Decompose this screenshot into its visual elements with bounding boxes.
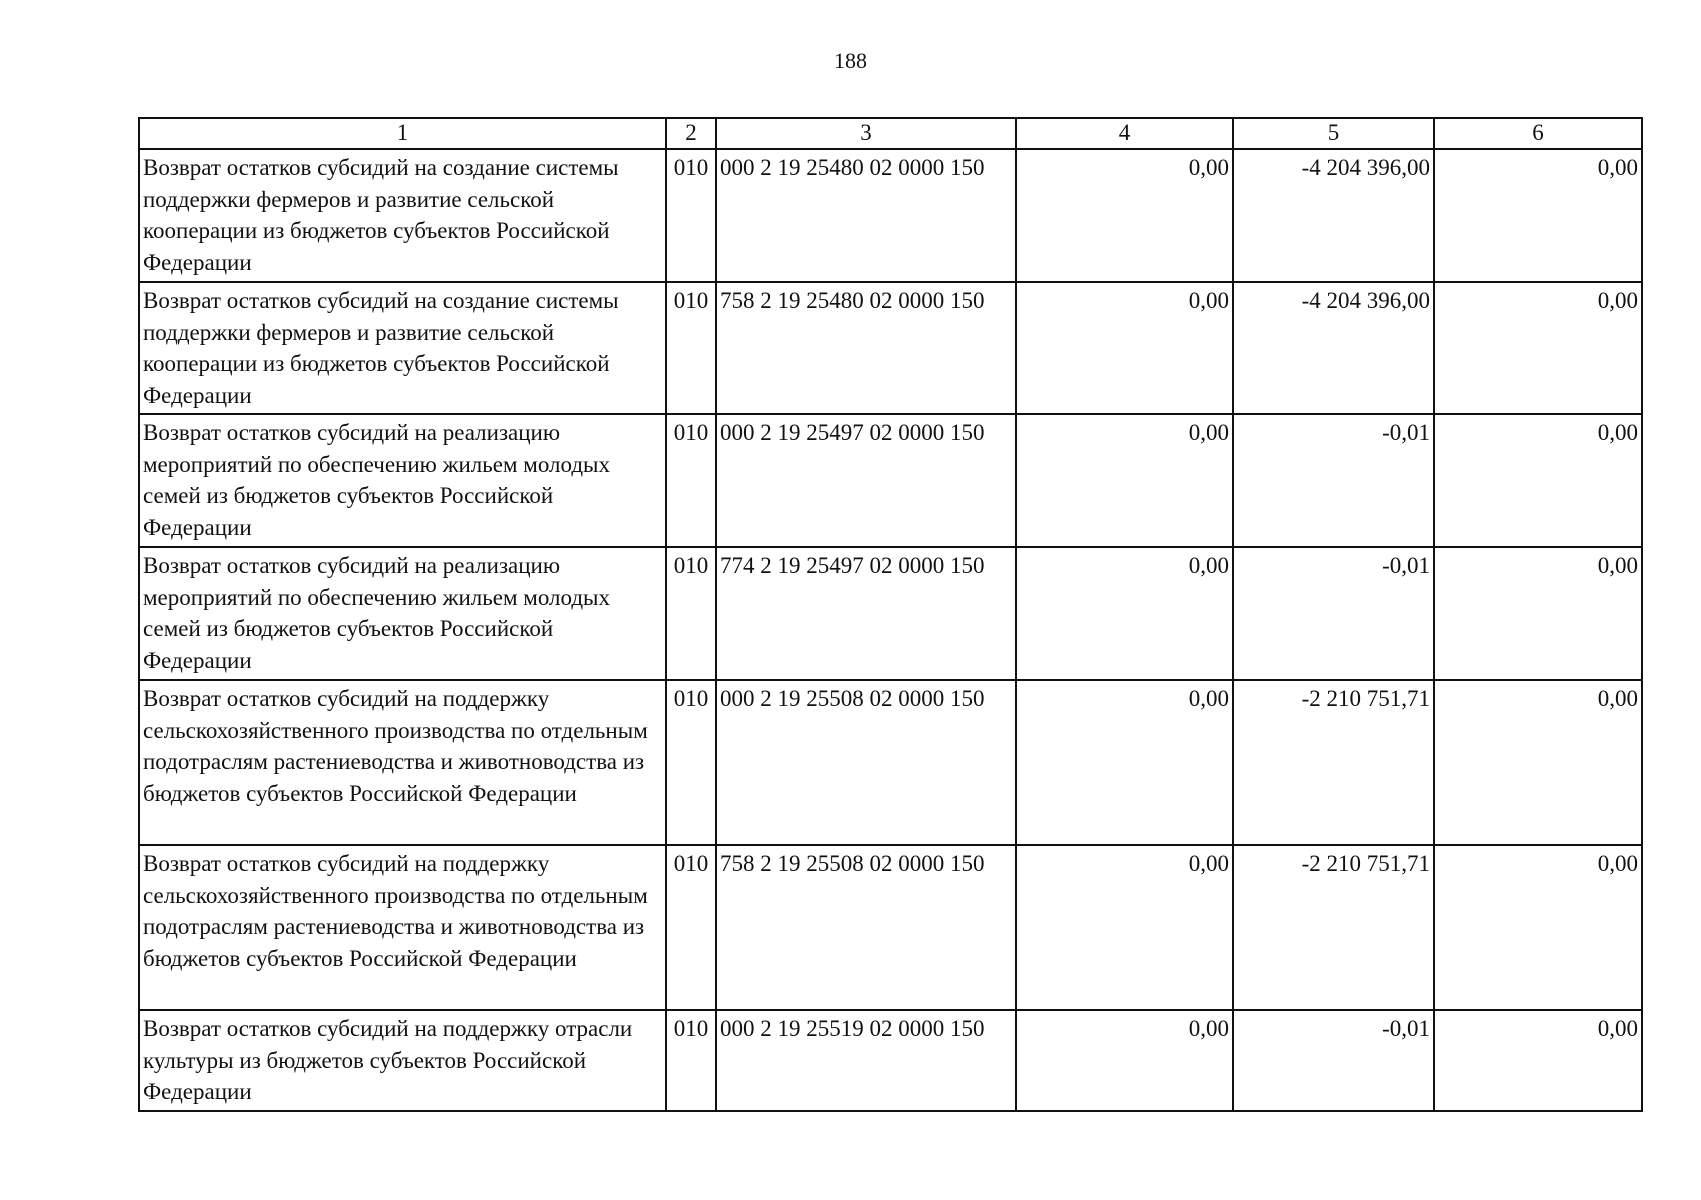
row-value-col4: 0,00	[1016, 149, 1233, 282]
row-value-col5: -0,01	[1233, 414, 1434, 547]
table-row	[139, 1010, 1642, 1111]
row-value-col6: 0,00	[1434, 149, 1642, 282]
table-row	[139, 282, 1642, 414]
table-row	[139, 547, 1642, 680]
table-row	[139, 414, 1642, 547]
row-budget-code: 000 2 19 25497 02 0000 150	[716, 414, 1016, 547]
table-header-row	[139, 118, 1642, 149]
row-description: Возврат остатков субсидий на реализацию мероприятий по обеспечению жильем молодых семей из бюджетов субъектов Российской Федерации	[139, 414, 666, 547]
row-value-col6: 0,00	[1434, 414, 1642, 547]
header-col-4: 4	[1016, 118, 1233, 149]
row-line-code: 010	[666, 414, 716, 547]
row-budget-code: 000 2 19 25480 02 0000 150	[716, 149, 1016, 282]
row-line-code: 010	[666, 1010, 716, 1111]
row-budget-code: 758 2 19 25508 02 0000 150	[716, 845, 1016, 1010]
row-line-code: 010	[666, 547, 716, 680]
row-budget-code: 000 2 19 25519 02 0000 150	[716, 1010, 1016, 1111]
header-col-6: 6	[1434, 118, 1642, 149]
budget-table	[138, 117, 1643, 1112]
row-line-code: 010	[666, 282, 716, 414]
row-description: Возврат остатков субсидий на поддержку сельскохозяйственного производства по отдельным подотраслям растениеводства и животноводства из бюджетов субъектов Российской Федерации	[139, 845, 666, 1010]
row-value-col5: -2 210 751,71	[1233, 680, 1434, 845]
row-value-col6: 0,00	[1434, 1010, 1642, 1111]
row-value-col4: 0,00	[1016, 282, 1233, 414]
row-value-col5: -2 210 751,71	[1233, 845, 1434, 1010]
row-value-col4: 0,00	[1016, 414, 1233, 547]
header-col-1: 1	[139, 118, 666, 149]
row-value-col5: -4 204 396,00	[1233, 282, 1434, 414]
row-value-col5: -4 204 396,00	[1233, 149, 1434, 282]
row-budget-code: 758 2 19 25480 02 0000 150	[716, 282, 1016, 414]
row-value-col5: -0,01	[1233, 547, 1434, 680]
table-row	[139, 149, 1642, 282]
row-value-col5: -0,01	[1233, 1010, 1434, 1111]
row-value-col4: 0,00	[1016, 680, 1233, 845]
row-budget-code: 774 2 19 25497 02 0000 150	[716, 547, 1016, 680]
header-col-3: 3	[716, 118, 1016, 149]
row-description: Возврат остатков субсидий на поддержку сельскохозяйственного производства по отдельным подотраслям растениеводства и животноводства из бюджетов субъектов Российской Федерации	[139, 680, 666, 845]
table-row	[139, 680, 1642, 845]
row-value-col6: 0,00	[1434, 680, 1642, 845]
table-row	[139, 845, 1642, 1010]
row-description: Возврат остатков субсидий на создание системы поддержки фермеров и развитие сельской кооперации из бюджетов субъектов Российской Федерации	[139, 149, 666, 282]
row-line-code: 010	[666, 149, 716, 282]
row-line-code: 010	[666, 680, 716, 845]
row-value-col4: 0,00	[1016, 1010, 1233, 1111]
row-budget-code: 000 2 19 25508 02 0000 150	[716, 680, 1016, 845]
row-description: Возврат остатков субсидий на поддержку отрасли культуры из бюджетов субъектов Российской Федерации	[139, 1010, 666, 1111]
header-col-5: 5	[1233, 118, 1434, 149]
row-line-code: 010	[666, 845, 716, 1010]
row-value-col6: 0,00	[1434, 547, 1642, 680]
row-description: Возврат остатков субсидий на создание системы поддержки фермеров и развитие сельской кооперации из бюджетов субъектов Российской Федерации	[139, 282, 666, 414]
row-value-col4: 0,00	[1016, 547, 1233, 680]
row-description: Возврат остатков субсидий на реализацию мероприятий по обеспечению жильем молодых семей из бюджетов субъектов Российской Федерации	[139, 547, 666, 680]
header-col-2: 2	[666, 118, 716, 149]
page-number: 188	[834, 48, 867, 73]
row-value-col6: 0,00	[1434, 845, 1642, 1010]
row-value-col4: 0,00	[1016, 845, 1233, 1010]
row-value-col6: 0,00	[1434, 282, 1642, 414]
